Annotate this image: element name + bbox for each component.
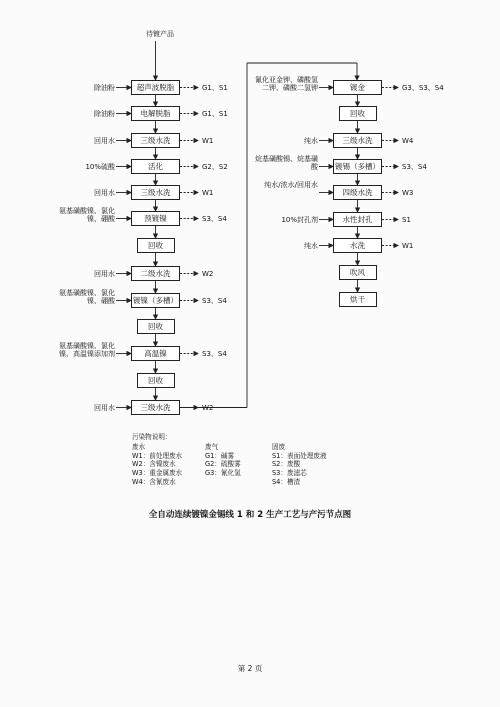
legend-item: W4：含氰废水 [132,477,176,486]
output-label: W2 [202,403,214,412]
legend-item: G1：碱雾 [205,451,235,460]
legend-item: S2：废酸 [272,460,301,469]
input-label: 回用水 [94,136,115,145]
output-label: W1 [202,136,214,145]
process-step: 超声波脱脂 [131,80,180,95]
legend-column-header: 废水 [132,443,146,451]
input-label: 10%硫酸 [85,162,115,171]
legend-item: G2：硫酸雾 [205,460,241,469]
legend-column [132,443,182,487]
input-label: 回用水 [94,403,115,412]
input-label: 氨基磺酸镍、氯化镍、高温镍添加剂 [59,341,115,359]
process-step: 回收 [339,106,377,121]
legend-column-header: 固废 [272,443,286,451]
process-step: 高温镍 [131,346,180,361]
output-label: G1、S1 [202,109,228,118]
input-label: 纯水/浓水/回用水 [264,180,318,189]
legend-heading: 污染物说明： [132,433,172,441]
process-step: 烘干 [339,292,377,307]
process-step: 镀镍（多槽） [131,293,180,308]
legend-item: S3：废滤芯 [272,469,307,478]
process-step: 回收 [137,373,175,388]
process-step: 吹风 [339,265,377,280]
output-label: W2 [202,269,214,278]
process-step: 镀金 [333,80,382,95]
page-number: 第 2 页 [237,664,263,673]
output-label: S3、S4 [202,296,227,305]
legend-item: W1：前处理废水 [132,451,183,460]
process-step: 镀锡（多槽） [333,159,382,174]
output-label: S1 [402,215,411,224]
legend-column-header: 废气 [205,443,219,451]
process-step: 三级水洗 [131,133,180,148]
output-label: G2、S2 [202,162,228,171]
legend-column [272,443,327,487]
input-label: 氰化亚金钾、磷酸氢二钾、磷酸二氢钾 [255,75,318,93]
input-label: 氨基磺酸镍、氯化镍、硼酸 [59,288,115,306]
figure-title: 全自动连续镀镍金锡线 1 和 2 生产工艺与产污节点图 [148,510,352,520]
output-label: W1 [202,188,214,197]
input-label: 纯水 [304,241,318,250]
input-label: 回用水 [94,188,115,197]
process-step: 水性封孔 [333,212,382,227]
process-step: 电解脱脂 [131,106,180,121]
process-step: 二级水洗 [131,266,180,281]
legend-item: S4：槽渣 [272,477,301,486]
process-step: 活化 [131,159,180,174]
output-label: G1、S1 [202,83,228,92]
output-label: W3 [402,188,414,197]
legend-item: W3：重金属废水 [132,469,183,478]
legend-item: G3：氰化氢 [205,469,241,478]
process-step: 水洗 [333,238,382,253]
input-label: 氨基磺酸镍、氯化镍、硼酸 [59,206,115,224]
process-step: 三级水洗 [333,133,382,148]
start-label: 待镀产品 [146,30,174,38]
process-step: 四级水洗 [333,185,382,200]
input-label: 烷基磺酸锡、烷基磺酸 [255,154,318,172]
output-label: S3、S4 [202,349,227,358]
output-label: S3、S4 [402,162,427,171]
legend-item: W2：含镍废水 [132,460,176,469]
output-label: S3、S4 [202,214,227,223]
output-label: W1 [402,241,414,250]
legend-item: S1：表面处理废液 [272,451,327,460]
output-label: G3、S3、S4 [402,83,444,92]
input-label: 纯水 [304,136,318,145]
input-label: 10%封孔剂 [281,215,318,224]
input-label: 回用水 [94,269,115,278]
process-step: 三级水洗 [131,185,180,200]
output-label: W4 [402,136,414,145]
process-step: 三级水洗 [131,400,180,415]
legend-column [205,443,241,478]
process-step: 预镀镍 [131,211,180,226]
process-step: 回收 [137,319,175,334]
input-label: 除油粉 [94,109,115,118]
process-step: 回收 [137,238,175,253]
input-label: 除油粉 [94,83,115,92]
